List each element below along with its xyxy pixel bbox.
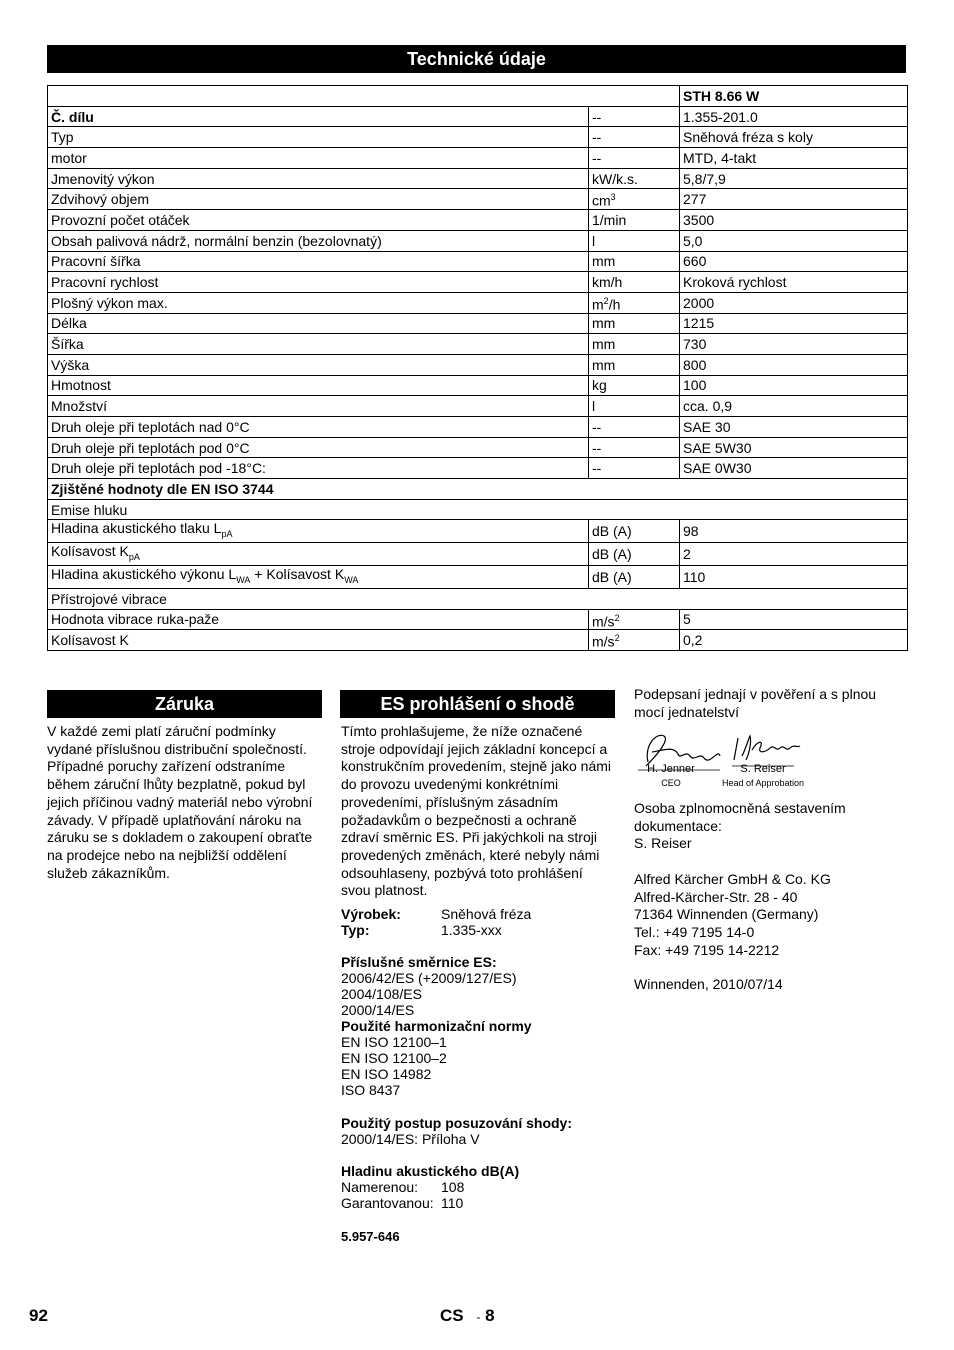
value-cell: 100: [680, 375, 908, 396]
signer-1-role: CEO: [661, 778, 681, 788]
warranty-text: V každé zemi platí záruční podmínky vydané příslušnou distribuční společností. Případné poruchy zařízení odstraníme během záruční lhůty bezplatně, pokud byl jejich příčinou vadný materiál nebo výrobní závady. V případě uplatňování nároku na záruku se s dokladem o zakoupení obraťte na prodejce nebo na nejbližší oddělení služeb zákazníkům.: [47, 723, 313, 881]
table-row: [48, 148, 908, 169]
signer-2-name: S. Reiser: [740, 763, 786, 775]
table-row: [48, 630, 908, 651]
unit-cell: [589, 375, 680, 396]
label-subscript: WA: [344, 574, 359, 585]
unit-cell: [589, 313, 680, 334]
label-text: Hladina akustického výkonu L: [51, 566, 237, 583]
unit-superscript: 2: [614, 612, 620, 623]
label-cell: Provozní počet otáček: [48, 210, 589, 231]
label-cell: Pracovní rychlost: [48, 272, 589, 293]
value-cell: 3500: [680, 210, 908, 231]
label-subscript: pA: [221, 529, 233, 540]
company-fax: Fax: +49 7195 14-2212: [634, 941, 780, 958]
label-cell: Délka: [48, 313, 589, 334]
norm-item: EN ISO 12100–2: [341, 1050, 447, 1066]
unit-cell: dB (A): [589, 566, 680, 589]
value-cell: 2: [680, 543, 908, 566]
value-cell: SAE 30: [680, 417, 908, 438]
unit-text: mm: [592, 336, 616, 353]
value-cell: 1215: [680, 313, 908, 334]
guaranteed-value: 110: [441, 1195, 464, 1211]
unit-text: l: [592, 398, 596, 415]
table-row: [48, 251, 908, 272]
value-cell: 98: [680, 520, 908, 543]
directives-block: [341, 954, 616, 1098]
value-cell: 5: [680, 609, 908, 630]
table-row: [48, 354, 908, 375]
place-date: Winnenden, 2010/07/14: [634, 976, 783, 992]
label-cell: Druh oleje při teplotách pod -18°C:: [48, 458, 589, 479]
label-cell: Hmotnost: [48, 375, 589, 396]
label-cell: Zdvihový objem: [48, 189, 589, 210]
company-city: 71364 Winnenden (Germany): [634, 906, 819, 923]
directive-item: 2004/108/ES: [341, 986, 422, 1002]
procedure-block: [341, 1115, 616, 1147]
table-row: [48, 520, 908, 543]
value-cell: Kroková rychlost: [680, 272, 908, 293]
unit-text: kW/k.s.: [592, 170, 638, 187]
table-row: [48, 609, 908, 630]
unit-text: kg: [592, 377, 607, 394]
model-header: STH 8.66 W: [680, 86, 908, 107]
label-cell: Výška: [48, 354, 589, 375]
norm-item: EN ISO 12100–1: [341, 1034, 447, 1050]
unit-cell: [589, 210, 680, 231]
table-row: [48, 230, 908, 251]
section-title-declaration: ES prohlášení o shodě: [340, 690, 615, 718]
unit-cell: dB (A): [589, 520, 680, 543]
label-text: Hladina akustického tlaku L: [51, 520, 222, 537]
directive-item: 2006/42/ES (+2009/127/ES): [341, 970, 517, 986]
unit-cell: [589, 437, 680, 458]
label-cell: Plošný výkon max.: [48, 292, 589, 313]
section-title-warranty: Záruka: [47, 690, 322, 718]
noise-header-cell: Emise hluku: [48, 499, 908, 520]
unit-cell: [589, 292, 680, 313]
label-cell: [48, 566, 589, 589]
label-subscript: WA: [236, 574, 251, 585]
table-row: [48, 168, 908, 189]
label-subscript: pA: [128, 552, 140, 563]
value-cell: 5,0: [680, 230, 908, 251]
value-cell: 660: [680, 251, 908, 272]
unit-text: --: [592, 460, 602, 477]
unit-superscript: 2: [614, 633, 620, 644]
authorized-label: Osoba zplnomocněná sestavením dokumentace:: [634, 800, 846, 834]
unit-text: --: [592, 418, 602, 435]
unit-cell: [589, 230, 680, 251]
table-row: [48, 292, 908, 313]
label-cell: Kolísavost K: [48, 630, 589, 651]
value-cell: 1.355-201.0: [680, 106, 908, 127]
unit-cell: [589, 168, 680, 189]
unit-text: --: [592, 108, 602, 125]
product-info: [341, 906, 616, 938]
section-row-vibration: [48, 588, 908, 609]
procedure-title: Použitý postup posuzování shody:: [341, 1115, 572, 1131]
declaration-text: Tímto prohlašujeme, že níže označené stroje odpovídají jejich základní koncepcí a konstrukčním provedením, stejně jako námi do provozu uvedenými konkrétními provedeními, příslušným zásadním požadavkům o bezpečnosti a ochraně zdraví směrnic ES. Při jakýchkoli na stroji provedených změnách, které nebyly námi odsouhlaseny, pozbývá toto prohlášení svou platnost.: [341, 723, 612, 899]
signer-1-name: H. Jenner: [647, 763, 695, 775]
directives-title: Příslušné směrnice ES:: [341, 954, 497, 970]
company-street: Alfred-Kärcher-Str. 28 - 40: [634, 888, 798, 905]
table-row: [48, 272, 908, 293]
section-iso-cell: Zjištěné hodnoty dle EN ISO 3744: [48, 479, 908, 500]
product-value: Sněhová fréza: [441, 906, 532, 922]
value-cell: cca. 0,9: [680, 396, 908, 417]
unit-text: mm: [592, 315, 616, 332]
norm-item: ISO 8437: [341, 1082, 401, 1098]
unit-text: cm: [592, 193, 611, 210]
table-row: [48, 543, 908, 566]
table-row: [48, 189, 908, 210]
unit-text: 1/min: [592, 211, 627, 228]
norms-title: Použité harmonizační normy: [341, 1018, 532, 1034]
directive-item: 2000/14/ES: [341, 1002, 415, 1018]
value-cell: 277: [680, 189, 908, 210]
technical-data-body: [48, 86, 908, 651]
technical-data-table: [47, 85, 908, 651]
unit-cell: [589, 148, 680, 169]
unit-cell: [589, 189, 680, 210]
label-cell: Pracovní šířka: [48, 251, 589, 272]
unit-text: --: [592, 439, 602, 456]
label-cell: Hodnota vibrace ruka-paže: [48, 609, 589, 630]
unit-superscript: 3: [610, 192, 616, 203]
authorized-block: [634, 800, 904, 853]
value-cell: 0,2: [680, 630, 908, 651]
table-row: [48, 566, 908, 589]
footer-separator: -: [476, 1310, 481, 1324]
label-text: Kolísavost K: [51, 543, 129, 560]
unit-suffix: /h: [608, 296, 621, 313]
label-cell: Druh oleje při teplotách pod 0°C: [48, 437, 589, 458]
unit-cell: [589, 272, 680, 293]
section-row-noise: [48, 499, 908, 520]
sound-title: Hladinu akustického dB(A): [341, 1163, 520, 1179]
label-cell: Č. dílu: [48, 106, 589, 127]
unit-text: km/h: [592, 274, 623, 291]
unit-cell: [589, 630, 680, 651]
sub-page-number: 8: [485, 1306, 495, 1325]
unit-cell: [589, 251, 680, 272]
unit-superscript: 2: [603, 295, 609, 306]
unit-text: m: [592, 296, 604, 313]
value-cell: 5,8/7,9: [680, 168, 908, 189]
value-cell: 730: [680, 334, 908, 355]
measured-value: 108: [441, 1179, 465, 1195]
guaranteed-label: Garantovanou:: [341, 1195, 434, 1211]
sound-block: [341, 1163, 616, 1211]
unit-text: m/s: [592, 613, 615, 630]
label-cell: Šířka: [48, 334, 589, 355]
type-label: Typ:: [341, 922, 370, 938]
unit-cell: [589, 609, 680, 630]
table-row: [48, 334, 908, 355]
section-title-technical-data: Technické údaje: [47, 45, 906, 73]
label-cell: Obsah palivová nádrž, normální benzin (bezolovnatý): [48, 230, 589, 251]
label-cell: Typ: [48, 127, 589, 148]
value-cell: 110: [680, 566, 908, 589]
table-row: [48, 375, 908, 396]
table-row: [48, 417, 908, 438]
page-number: 92: [29, 1306, 48, 1325]
unit-text: --: [592, 149, 602, 166]
company-name: Alfred Kärcher GmbH & Co. KG: [634, 871, 831, 887]
language-code: CS: [440, 1306, 464, 1325]
section-row-iso: [48, 479, 908, 500]
page-language-footer: [440, 1306, 495, 1326]
label-cell: Druh oleje při teplotách nad 0°C: [48, 417, 589, 438]
unit-cell: [589, 127, 680, 148]
unit-text: mm: [592, 253, 616, 270]
value-cell: Sněhová fréza s koly: [680, 127, 908, 148]
value-cell: SAE 5W30: [680, 437, 908, 458]
authorized-name: S. Reiser: [634, 835, 692, 852]
table-row: [48, 127, 908, 148]
label-cell: motor: [48, 148, 589, 169]
label-text: + Kolísavost K: [250, 566, 345, 583]
value-cell: 2000: [680, 292, 908, 313]
unit-text: --: [592, 129, 602, 146]
table-row: [48, 106, 908, 127]
vibration-header-cell: Přístrojové vibrace: [48, 588, 908, 609]
unit-cell: [589, 458, 680, 479]
type-value: 1.335-xxx: [441, 922, 502, 938]
table-header-row: [48, 86, 908, 107]
unit-cell: dB (A): [589, 543, 680, 566]
value-cell: SAE 0W30: [680, 458, 908, 479]
signer-2-role: Head of Approbation: [721, 778, 805, 788]
norm-item: EN ISO 14982: [341, 1066, 432, 1082]
label-cell: Jmenovitý výkon: [48, 168, 589, 189]
company-tel: Tel.: +49 7195 14-0: [634, 924, 755, 941]
procedure-value: 2000/14/ES: Příloha V: [341, 1131, 480, 1147]
signatures: [634, 726, 824, 796]
measured-label: Namerenou:: [341, 1179, 419, 1195]
table-header-empty: [48, 86, 680, 107]
company-address: [634, 871, 904, 960]
label-cell: [48, 520, 589, 543]
table-row: [48, 458, 908, 479]
label-cell: Množství: [48, 396, 589, 417]
unit-cell: [589, 106, 680, 127]
table-row: [48, 396, 908, 417]
value-cell: 800: [680, 354, 908, 375]
unit-text: l: [592, 232, 596, 249]
table-row: [48, 210, 908, 231]
document-number: 5.957-646: [341, 1229, 400, 1244]
signed-text: Podepsaní jednají v pověření a s plnou mocí jednatelství: [634, 686, 877, 720]
unit-cell: [589, 354, 680, 375]
unit-text: mm: [592, 356, 616, 373]
table-row: [48, 437, 908, 458]
unit-cell: [589, 396, 680, 417]
table-row: [48, 313, 908, 334]
label-cell: [48, 543, 589, 566]
unit-cell: [589, 417, 680, 438]
unit-text: m/s: [592, 633, 615, 650]
product-label: Výrobek:: [341, 906, 401, 922]
value-cell: MTD, 4-takt: [680, 148, 908, 169]
unit-cell: [589, 334, 680, 355]
